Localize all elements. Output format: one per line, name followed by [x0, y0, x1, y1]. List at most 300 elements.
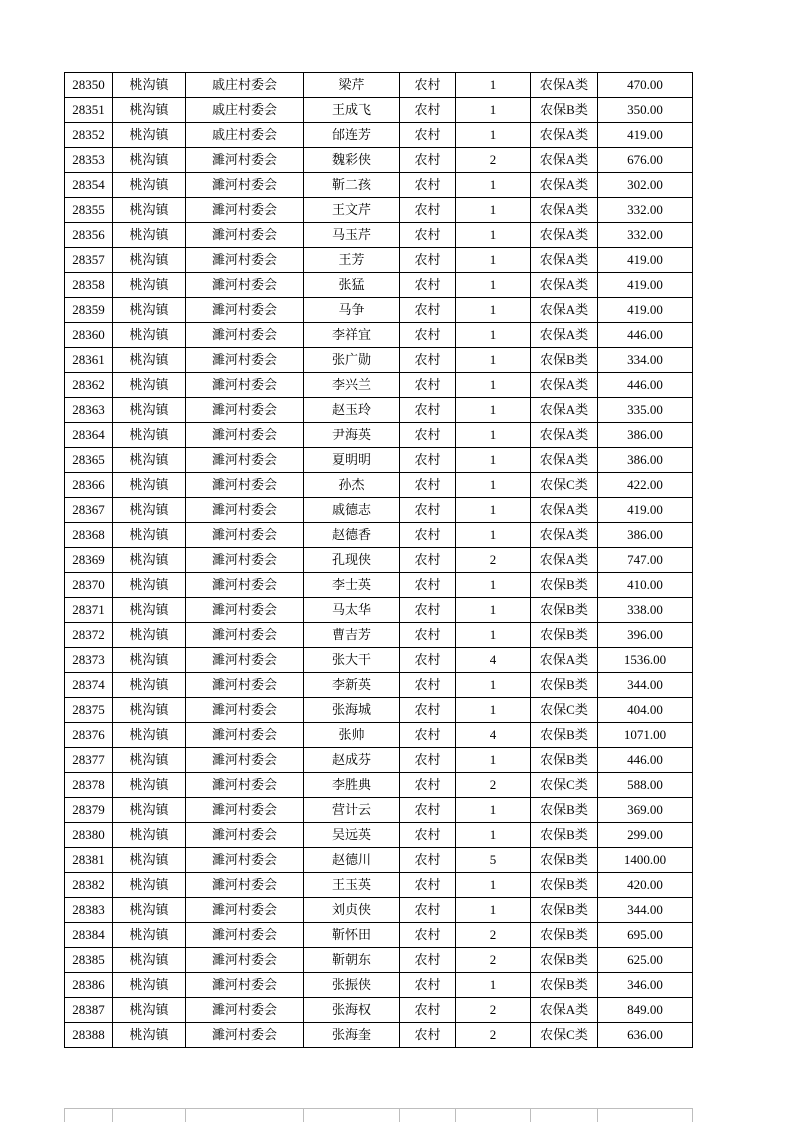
cell-record-id: 28351 — [65, 98, 113, 123]
cell-village-committee: 濉河村委会 — [186, 323, 304, 348]
cell-record-id: 28375 — [65, 698, 113, 723]
cell-record-id: 28357 — [65, 248, 113, 273]
cell-person-count: 1 — [456, 273, 531, 298]
cell-amount: 625.00 — [598, 948, 693, 973]
cell-amount: 302.00 — [598, 173, 693, 198]
cell-record-id: 28387 — [65, 998, 113, 1023]
cell-town: 桃沟镇 — [113, 373, 186, 398]
cell-village-committee: 戚庄村委会 — [186, 98, 304, 123]
cell-town: 桃沟镇 — [113, 723, 186, 748]
cell-record-id: 28354 — [65, 173, 113, 198]
table-row — [65, 273, 693, 298]
cell-person-count: 2 — [456, 773, 531, 798]
cell-record-id: 28364 — [65, 423, 113, 448]
cell-residence-type: 农村 — [400, 773, 456, 798]
cell-person-count: 2 — [456, 1023, 531, 1048]
cell-town: 桃沟镇 — [113, 498, 186, 523]
cell-insurance-category: 农保A类 — [531, 123, 598, 148]
cell-village-committee: 濉河村委会 — [186, 698, 304, 723]
cell-person-count: 1 — [456, 248, 531, 273]
cell-village-committee: 濉河村委会 — [186, 198, 304, 223]
cell-person-count: 1 — [456, 798, 531, 823]
cell-record-id: 28378 — [65, 773, 113, 798]
cell-person-name: 吴远英 — [304, 823, 400, 848]
cell-person-name: 梁芹 — [304, 73, 400, 98]
cell-town: 桃沟镇 — [113, 173, 186, 198]
cell-village-committee: 濉河村委会 — [186, 223, 304, 248]
table-row — [65, 73, 693, 98]
cell-person-name: 刘贞侠 — [304, 898, 400, 923]
table-row — [65, 1023, 693, 1048]
cell-person-count: 2 — [456, 948, 531, 973]
cell-person-name: 张海奎 — [304, 1023, 400, 1048]
cell-record-id: 28368 — [65, 523, 113, 548]
cell-village-committee: 濉河村委会 — [186, 998, 304, 1023]
cell-town: 桃沟镇 — [113, 773, 186, 798]
cell-insurance-category: 农保B类 — [531, 573, 598, 598]
cell-record-id: 28356 — [65, 223, 113, 248]
cell-record-id: 28373 — [65, 648, 113, 673]
cell-village-committee: 濉河村委会 — [186, 548, 304, 573]
cell-village-committee: 濉河村委会 — [186, 398, 304, 423]
cell-town: 桃沟镇 — [113, 798, 186, 823]
cell-village-committee: 濉河村委会 — [186, 948, 304, 973]
cell-insurance-category: 农保A类 — [531, 198, 598, 223]
cell-person-count: 4 — [456, 723, 531, 748]
cell-residence-type: 农村 — [400, 573, 456, 598]
cell-town: 桃沟镇 — [113, 748, 186, 773]
cell-residence-type: 农村 — [400, 348, 456, 373]
cell-person-name: 李祥宜 — [304, 323, 400, 348]
table-row — [65, 123, 693, 148]
cell-town: 桃沟镇 — [113, 273, 186, 298]
cell-person-name: 李胜典 — [304, 773, 400, 798]
cell-amount: 369.00 — [598, 798, 693, 823]
cell-record-id: 28388 — [65, 1023, 113, 1048]
records-table-body — [65, 73, 693, 1048]
cell-person-count: 1 — [456, 748, 531, 773]
cell-person-name: 赵德香 — [304, 523, 400, 548]
cell-insurance-category: 农保A类 — [531, 248, 598, 273]
cell-person-count: 1 — [456, 898, 531, 923]
table-row — [65, 373, 693, 398]
table-row — [65, 673, 693, 698]
cell-amount: 695.00 — [598, 923, 693, 948]
cell-record-id: 28380 — [65, 823, 113, 848]
cell-village-committee: 戚庄村委会 — [186, 123, 304, 148]
cell-person-name: 马争 — [304, 298, 400, 323]
cell-insurance-category: 农保A类 — [531, 73, 598, 98]
cell-person-name: 靳怀田 — [304, 923, 400, 948]
cell-town: 桃沟镇 — [113, 573, 186, 598]
cell-amount: 1536.00 — [598, 648, 693, 673]
cell-insurance-category: 农保B类 — [531, 623, 598, 648]
cell-person-name: 靳朝东 — [304, 948, 400, 973]
cell-town: 桃沟镇 — [113, 548, 186, 573]
cell-town: 桃沟镇 — [113, 598, 186, 623]
table-row — [65, 498, 693, 523]
cell-residence-type: 农村 — [400, 148, 456, 173]
cell-village-committee: 濉河村委会 — [186, 448, 304, 473]
cell-town: 桃沟镇 — [113, 323, 186, 348]
cell-person-name: 张广勋 — [304, 348, 400, 373]
table-row — [65, 198, 693, 223]
table-row — [65, 473, 693, 498]
table-row — [65, 98, 693, 123]
cell-person-name: 营计云 — [304, 798, 400, 823]
cell-amount: 334.00 — [598, 348, 693, 373]
table-row — [65, 773, 693, 798]
cell-town: 桃沟镇 — [113, 148, 186, 173]
cell-insurance-category: 农保B类 — [531, 598, 598, 623]
cell-amount: 344.00 — [598, 673, 693, 698]
cell-insurance-category: 农保A类 — [531, 373, 598, 398]
cell-record-id: 28371 — [65, 598, 113, 623]
cell-amount: 1071.00 — [598, 723, 693, 748]
cell-insurance-category: 农保C类 — [531, 773, 598, 798]
cell-residence-type: 农村 — [400, 298, 456, 323]
cell-residence-type: 农村 — [400, 98, 456, 123]
cell-record-id: 28365 — [65, 448, 113, 473]
table-row — [65, 523, 693, 548]
table-row — [65, 248, 693, 273]
cell-person-count: 1 — [456, 823, 531, 848]
cell-village-committee: 濉河村委会 — [186, 1023, 304, 1048]
cell-residence-type: 农村 — [400, 323, 456, 348]
cell-residence-type: 农村 — [400, 623, 456, 648]
cell-village-committee: 濉河村委会 — [186, 673, 304, 698]
cell-town: 桃沟镇 — [113, 73, 186, 98]
cell-person-count: 1 — [456, 423, 531, 448]
cell-amount: 676.00 — [598, 148, 693, 173]
cell-person-name: 李兴兰 — [304, 373, 400, 398]
cell-village-committee: 濉河村委会 — [186, 923, 304, 948]
table-row — [65, 973, 693, 998]
cell-town: 桃沟镇 — [113, 298, 186, 323]
cell-person-name: 王芳 — [304, 248, 400, 273]
cell-insurance-category: 农保B类 — [531, 973, 598, 998]
table-row — [65, 948, 693, 973]
cell-town: 桃沟镇 — [113, 898, 186, 923]
cell-amount: 386.00 — [598, 523, 693, 548]
cell-amount: 422.00 — [598, 473, 693, 498]
cell-person-count: 1 — [456, 973, 531, 998]
cell-residence-type: 农村 — [400, 698, 456, 723]
cell-person-name: 曹吉芳 — [304, 623, 400, 648]
cell-person-name: 赵成芬 — [304, 748, 400, 773]
cell-insurance-category: 农保B类 — [531, 898, 598, 923]
cell-town: 桃沟镇 — [113, 923, 186, 948]
cell-record-id: 28370 — [65, 573, 113, 598]
cell-person-name: 李士英 — [304, 573, 400, 598]
cell-record-id: 28369 — [65, 548, 113, 573]
cell-person-name: 李新英 — [304, 673, 400, 698]
cell-residence-type: 农村 — [400, 223, 456, 248]
cell-person-count: 4 — [456, 648, 531, 673]
cell-record-id: 28382 — [65, 873, 113, 898]
cell-person-count: 1 — [456, 398, 531, 423]
cell-amount: 344.00 — [598, 898, 693, 923]
cell-amount: 419.00 — [598, 248, 693, 273]
cell-insurance-category: 农保C类 — [531, 698, 598, 723]
cell-person-count: 1 — [456, 873, 531, 898]
cell-record-id: 28360 — [65, 323, 113, 348]
cell-village-committee: 濉河村委会 — [186, 973, 304, 998]
cell-residence-type: 农村 — [400, 973, 456, 998]
table-row — [65, 423, 693, 448]
table-row — [65, 173, 693, 198]
cell-village-committee: 濉河村委会 — [186, 898, 304, 923]
cell-insurance-category: 农保C类 — [531, 473, 598, 498]
cell-person-name: 王成飞 — [304, 98, 400, 123]
cell-village-committee: 濉河村委会 — [186, 423, 304, 448]
cell-record-id: 28367 — [65, 498, 113, 523]
cell-person-count: 1 — [456, 473, 531, 498]
cell-record-id: 28381 — [65, 848, 113, 873]
table-row — [65, 598, 693, 623]
cell-person-count: 1 — [456, 673, 531, 698]
cell-village-committee: 濉河村委会 — [186, 523, 304, 548]
cell-town: 桃沟镇 — [113, 448, 186, 473]
cell-village-committee: 濉河村委会 — [186, 773, 304, 798]
cell-insurance-category: 农保B类 — [531, 948, 598, 973]
cell-residence-type: 农村 — [400, 248, 456, 273]
cell-village-committee: 濉河村委会 — [186, 873, 304, 898]
cell-village-committee: 濉河村委会 — [186, 348, 304, 373]
cell-residence-type: 农村 — [400, 73, 456, 98]
cell-residence-type: 农村 — [400, 648, 456, 673]
cell-person-count: 1 — [456, 73, 531, 98]
cell-village-committee: 濉河村委会 — [186, 473, 304, 498]
cell-town: 桃沟镇 — [113, 423, 186, 448]
cell-record-id: 28352 — [65, 123, 113, 148]
cell-residence-type: 农村 — [400, 273, 456, 298]
cell-record-id: 28383 — [65, 898, 113, 923]
table-row — [65, 848, 693, 873]
cell-village-committee: 濉河村委会 — [186, 798, 304, 823]
cell-town: 桃沟镇 — [113, 1023, 186, 1048]
cell-record-id: 28355 — [65, 198, 113, 223]
cell-insurance-category: 农保B类 — [531, 923, 598, 948]
cell-insurance-category: 农保A类 — [531, 523, 598, 548]
clipped-next-page-row — [64, 1108, 693, 1122]
cell-town: 桃沟镇 — [113, 873, 186, 898]
cell-residence-type: 农村 — [400, 798, 456, 823]
table-row — [65, 648, 693, 673]
cell-town: 桃沟镇 — [113, 248, 186, 273]
cell-record-id: 28362 — [65, 373, 113, 398]
cell-insurance-category: 农保B类 — [531, 848, 598, 873]
cell-insurance-category: 农保A类 — [531, 498, 598, 523]
cell-residence-type: 农村 — [400, 598, 456, 623]
cell-town: 桃沟镇 — [113, 523, 186, 548]
cell-record-id: 28379 — [65, 798, 113, 823]
cell-amount: 396.00 — [598, 623, 693, 648]
cell-amount: 404.00 — [598, 698, 693, 723]
cell-residence-type: 农村 — [400, 498, 456, 523]
cell-residence-type: 农村 — [400, 448, 456, 473]
table-row — [65, 723, 693, 748]
cell-person-name: 靳二孩 — [304, 173, 400, 198]
cell-record-id: 28386 — [65, 973, 113, 998]
table-row — [65, 623, 693, 648]
cell-town: 桃沟镇 — [113, 473, 186, 498]
cell-person-name: 张帅 — [304, 723, 400, 748]
table-row — [65, 398, 693, 423]
cell-insurance-category: 农保A类 — [531, 148, 598, 173]
cell-residence-type: 农村 — [400, 173, 456, 198]
cell-person-name: 尹海英 — [304, 423, 400, 448]
records-table — [64, 72, 693, 1048]
cell-town: 桃沟镇 — [113, 648, 186, 673]
cell-residence-type: 农村 — [400, 998, 456, 1023]
cell-amount: 636.00 — [598, 1023, 693, 1048]
cell-person-count: 1 — [456, 373, 531, 398]
cell-town: 桃沟镇 — [113, 973, 186, 998]
cell-town: 桃沟镇 — [113, 223, 186, 248]
cell-amount: 386.00 — [598, 423, 693, 448]
table-row — [65, 573, 693, 598]
cell-village-committee: 戚庄村委会 — [186, 73, 304, 98]
cell-amount: 588.00 — [598, 773, 693, 798]
cell-record-id: 28366 — [65, 473, 113, 498]
cell-record-id: 28384 — [65, 923, 113, 948]
cell-person-name: 孙杰 — [304, 473, 400, 498]
table-row-clipped — [65, 1109, 693, 1122]
cell-village-committee: 濉河村委会 — [186, 273, 304, 298]
table-row — [65, 798, 693, 823]
table-row — [65, 323, 693, 348]
cell-village-committee: 濉河村委会 — [186, 623, 304, 648]
cell-person-name: 张猛 — [304, 273, 400, 298]
cell-residence-type: 农村 — [400, 423, 456, 448]
cell-residence-type: 农村 — [400, 948, 456, 973]
cell-amount: 386.00 — [598, 448, 693, 473]
cell-amount: 332.00 — [598, 198, 693, 223]
table-row — [65, 298, 693, 323]
cell-person-count: 1 — [456, 173, 531, 198]
cell-person-count: 2 — [456, 923, 531, 948]
cell-town: 桃沟镇 — [113, 623, 186, 648]
table-row — [65, 448, 693, 473]
cell-person-count: 1 — [456, 98, 531, 123]
table-row — [65, 223, 693, 248]
table-row — [65, 998, 693, 1023]
cell-amount: 338.00 — [598, 598, 693, 623]
cell-insurance-category: 农保A类 — [531, 298, 598, 323]
table-row — [65, 348, 693, 373]
cell-person-count: 1 — [456, 523, 531, 548]
cell-person-name: 夏明明 — [304, 448, 400, 473]
cell-insurance-category: 农保A类 — [531, 998, 598, 1023]
table-row — [65, 873, 693, 898]
cell-residence-type: 农村 — [400, 748, 456, 773]
cell-person-count: 2 — [456, 548, 531, 573]
cell-person-count: 1 — [456, 623, 531, 648]
cell-insurance-category: 农保B类 — [531, 798, 598, 823]
cell-person-count: 1 — [456, 323, 531, 348]
cell-person-name: 赵玉玲 — [304, 398, 400, 423]
cell-insurance-category: 农保C类 — [531, 1023, 598, 1048]
cell-town: 桃沟镇 — [113, 948, 186, 973]
cell-insurance-category: 农保B类 — [531, 748, 598, 773]
cell-town: 桃沟镇 — [113, 673, 186, 698]
cell-amount: 1400.00 — [598, 848, 693, 873]
cell-person-count: 1 — [456, 598, 531, 623]
table-row — [65, 823, 693, 848]
cell-amount: 470.00 — [598, 73, 693, 98]
table-row — [65, 748, 693, 773]
cell-person-name: 孔现侠 — [304, 548, 400, 573]
cell-insurance-category: 农保A类 — [531, 223, 598, 248]
cell-insurance-category: 农保B类 — [531, 823, 598, 848]
table-row — [65, 148, 693, 173]
cell-insurance-category: 农保A类 — [531, 398, 598, 423]
cell-amount: 419.00 — [598, 273, 693, 298]
cell-person-name: 王玉英 — [304, 873, 400, 898]
cell-record-id: 28361 — [65, 348, 113, 373]
cell-person-name: 邰连芳 — [304, 123, 400, 148]
cell-town: 桃沟镇 — [113, 198, 186, 223]
cell-town: 桃沟镇 — [113, 848, 186, 873]
cell-record-id: 28376 — [65, 723, 113, 748]
cell-village-committee: 濉河村委会 — [186, 648, 304, 673]
cell-amount: 446.00 — [598, 373, 693, 398]
cell-record-id: 28372 — [65, 623, 113, 648]
cell-person-name: 张大干 — [304, 648, 400, 673]
cell-village-committee: 濉河村委会 — [186, 573, 304, 598]
cell-insurance-category: 农保B类 — [531, 673, 598, 698]
table-row — [65, 923, 693, 948]
cell-person-count: 1 — [456, 298, 531, 323]
cell-town: 桃沟镇 — [113, 823, 186, 848]
cell-person-count: 1 — [456, 498, 531, 523]
cell-record-id: 28358 — [65, 273, 113, 298]
cell-residence-type: 农村 — [400, 473, 456, 498]
cell-amount: 346.00 — [598, 973, 693, 998]
cell-insurance-category: 农保A类 — [531, 448, 598, 473]
cell-village-committee: 濉河村委会 — [186, 373, 304, 398]
cell-person-name: 张振侠 — [304, 973, 400, 998]
cell-amount: 419.00 — [598, 298, 693, 323]
cell-amount: 332.00 — [598, 223, 693, 248]
cell-insurance-category: 农保A类 — [531, 648, 598, 673]
cell-amount: 419.00 — [598, 123, 693, 148]
cell-person-count: 1 — [456, 223, 531, 248]
cell-amount: 849.00 — [598, 998, 693, 1023]
cell-insurance-category: 农保B类 — [531, 98, 598, 123]
cell-person-count: 2 — [456, 998, 531, 1023]
cell-amount: 747.00 — [598, 548, 693, 573]
cell-village-committee: 濉河村委会 — [186, 848, 304, 873]
cell-town: 桃沟镇 — [113, 98, 186, 123]
cell-village-committee: 濉河村委会 — [186, 173, 304, 198]
cell-residence-type: 农村 — [400, 923, 456, 948]
cell-insurance-category: 农保A类 — [531, 323, 598, 348]
cell-insurance-category: 农保B类 — [531, 873, 598, 898]
cell-village-committee: 濉河村委会 — [186, 598, 304, 623]
cell-residence-type: 农村 — [400, 673, 456, 698]
cell-amount: 299.00 — [598, 823, 693, 848]
cell-village-committee: 濉河村委会 — [186, 498, 304, 523]
cell-town: 桃沟镇 — [113, 698, 186, 723]
cell-person-name: 张海权 — [304, 998, 400, 1023]
cell-amount: 419.00 — [598, 498, 693, 523]
cell-village-committee: 濉河村委会 — [186, 748, 304, 773]
cell-person-name: 马太华 — [304, 598, 400, 623]
cell-person-count: 2 — [456, 148, 531, 173]
cell-village-committee: 濉河村委会 — [186, 248, 304, 273]
